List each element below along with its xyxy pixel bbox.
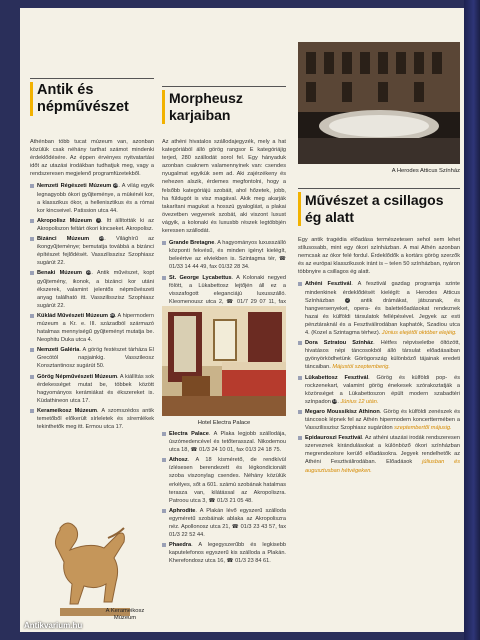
hotels-heading: Morpheusz karjaiban	[162, 90, 286, 124]
section-heading-box	[30, 78, 154, 116]
list-item: Akropolisz Múzeum 3. Itt állították ki az Akropoliszon feltárt ókori kincseket. Akropolisz.	[30, 217, 154, 233]
arts-intro: Egy antik tragédia előadása természetesen sehol sem lehet stílusosabb, mint egy ókori színházban. A mai Athén azonban nemcsak az ókor felé fordul. Érdeklődők a kortárs görög szerzők és az európai klasszikusok iránt is – telen 50 színházban, nyáron többnyire a csillagos ég alatt.	[298, 237, 460, 276]
museum-list	[30, 182, 154, 431]
list-item: Nemzeti Galéria. A görög festészet tárháza El Grecótól napjainkig. Vasszileosz Konsztantinosz sugárút 50.	[30, 346, 154, 370]
theatre-photo	[298, 42, 460, 164]
list-item: Grande Bretagne. A hagyományos luxusszálló központi fekvésű, és minden igényt kielégít, beleértve az elviekben is. Szintagma tér, ☎ 01/33 14 44 49, fax 01/32 28 34.	[162, 239, 286, 271]
hotels-heading-box	[162, 86, 286, 124]
arts-heading: Művészet a csillagos ég alatt	[298, 192, 460, 226]
list-item: St. George Lycabettus. A Kolonaki negyed fölött, a Lükabettosz lejtőjén áll ez a visszafogott eleganciájú luxusszálló. Kleomenousz utca 2, ☎ 01/7 29 07 11, fax	[162, 274, 286, 314]
column-arts	[298, 188, 460, 475]
list-item: Megaro Moussikisz Athinon. Görög és külföldi zenészek és táncosok lépnek fel az Athén hipermodern koncerttermében a Vasszilisszisz Szophiasz sugárúton szeptembertől májusig.	[298, 408, 460, 432]
list-item: Athéni Fesztivál. A fesztivál gazdag programja szinte mindenkinek érdeklődését kielégít: a Herodes Atticus Színházban 2 antik drámákat, játszanak, és hangversenyeket, opera- és balettelőadásokat rendeznek hazai és külföldi társulatok fellépésével. Jegyek az esti pénztáraknál és a Fesztiválirodában kaphatók, Szadiou utca 4. (Kozel a Szintagma térhez). Június elejétől október elejéig.	[298, 280, 460, 337]
watermark: Antikvarium.hu	[24, 621, 83, 630]
list-item: Phaedra. A legegyszerűbb és legkisebb kaputelefonos egyszerű kis szálloda a Plakán. Kherefondosz utca 16, ☎ 01/3 23 84 61.	[162, 541, 286, 565]
list-item: Epidauroszi Fesztivál. Az athéni utazási irodák rendszeresen szerveznek kirándulásokat a különböző ókori színházban megrendezésre kerülő előadásokra. Jegyek rendelhetők az Athéni Fesztiválirodában. Előadások júliusban és augusztusban hétvégeken.	[298, 434, 460, 474]
list-item: Bizánci Múzeum 24. Világhírű az ikongyűjteménye; bemutatja továbbá a bizánci építészet fejlődését. Vasszilisszisz Szophiasz sugárút 22.	[30, 235, 154, 267]
list-item: Aphrodite. A Plakán lévő egyszerű szálloda egyméretű szobáinak ablaka az Akropoliszra néz. Apollonosz utca 21, ☎ 01/3 23 43 57, fax 01/3 22 52 44.	[162, 507, 286, 539]
arts-list	[298, 280, 460, 474]
arts-heading-box	[298, 188, 460, 226]
list-item: Görög Népművészeti Múzeum. A kiállítás sok érdekességet mutat be, többek között hagyományos kerámiákat és ékszereket is. Küdathineon utca 17.	[30, 373, 154, 405]
hotel-room-photo	[162, 306, 286, 416]
hotels-intro: Az athéni hivatalos szállodajegyzék, mely a hat kategóriából álló görög rangsor E kategóriájig terjed, 280 szállodát sorol fel. Egy hányaduk azonban csaknem valamennyinek van: csendes nyugalmat egyikük sem ad. Aki zajérzékeny és nehezen alszik, érdemes megfontolni, hogy a felsőbb kategóriájú szobáit, ahol hőzetek, jobb, ha füldugót is visz magával. Akik meg akarják takarítani magukat a hosszú gyaloglást, a plakai övezetben vegyenek szobát, aki viszont luxust vágyik, a kolonaki és luxusbb részek legtöbbjén keressen szállodát.	[162, 139, 286, 235]
theatre-caption: A Herodes Atticus Színház	[391, 168, 460, 174]
page	[20, 8, 464, 632]
section-heading: Antik és népművészet	[30, 82, 154, 116]
intro-text: Athénban több tucat múzeum van, azonban közülük csak néhány tarthat számot mindenki érdeklődésére. Az éppen érvényes nyitvatartási időt az utazási irodákban tudhatjuk meg, vagy a rendszeresen megjelenő programfüzetekből.	[30, 139, 154, 178]
list-item: Lükabettosz Fesztivál. Görög és külföldi pop- és rockzenekart, valamint görög énekesek szórakoztatják a közönséget a Lükabettoszon épült modern szabadtéri színpadon 15. Június 12 után.	[298, 374, 460, 406]
book-spine	[464, 0, 480, 640]
list-item: Dora Sztratou Színház. Hétfes népviseletbe öltözött, hivatásos népi táncosokból álló társulat előadásaiban gyönyörködhetünk Görögország különböző tájainak eredeti táncaiban. Májustól szeptemberig.	[298, 339, 460, 371]
column-hotels	[162, 8, 286, 314]
hotel-photo-caption: Hotel Electra Palace	[197, 420, 251, 426]
list-item: Benaki Múzeum 23. Antik művészet, kopt gyűjtemény, ikonok, a bizánci kor utáni ékszerek, valamint jelentős népművészeti anyag található itt. Vasszilisszisz Szophiasz sugárút 22.	[30, 269, 154, 309]
sphinx-caption: A Kerameikosz Múzeum	[105, 608, 145, 621]
list-item: Kerameikosz Múzeum. A szomszédos antik temetőből előkerült sírleletek és síremlékek tekinthetők meg itt. Ermou utca 17.	[30, 407, 154, 431]
list-item: Athosz. A 18 kismérető, de rendkívül ízlésesen berendezett és légkondicionált szoba viszonylag csendes. Néhány közülük erkélyes, sőt a 601. számú szobának hatalmas terasza van, kilátással az Akropoliszra. Patroou utca 3, ☎ 01/3 21 05 48.	[162, 456, 286, 505]
list-item: Nemzeti Régészeti Múzeum 25. A világ egyik legnagyobb ókori gyűjteménye, a mükénéi kor, a klasszikus ókor, a hellenisztikus és a római kor kincseivel. Patission utca 44.	[30, 182, 154, 214]
hotel-list-top	[162, 239, 286, 314]
list-item: Electra Palace. A Plaka legjobb szállodája, úszómedencével és tetőterasszal. Nikodemou utca 18, ☎ 01/3 24 10 01, fax 01/3 24 18 75.	[162, 430, 286, 454]
hotel-list-bottom	[162, 428, 286, 566]
column-museums	[30, 8, 154, 431]
list-item: Küklád Művészeti Múzeum 26. A hipermodern múzeum a Kr. e. III. századból származó hatalmas mennyiségű gyűjteményt mutatja be. Neophitu Duka utca 4.	[30, 312, 154, 344]
